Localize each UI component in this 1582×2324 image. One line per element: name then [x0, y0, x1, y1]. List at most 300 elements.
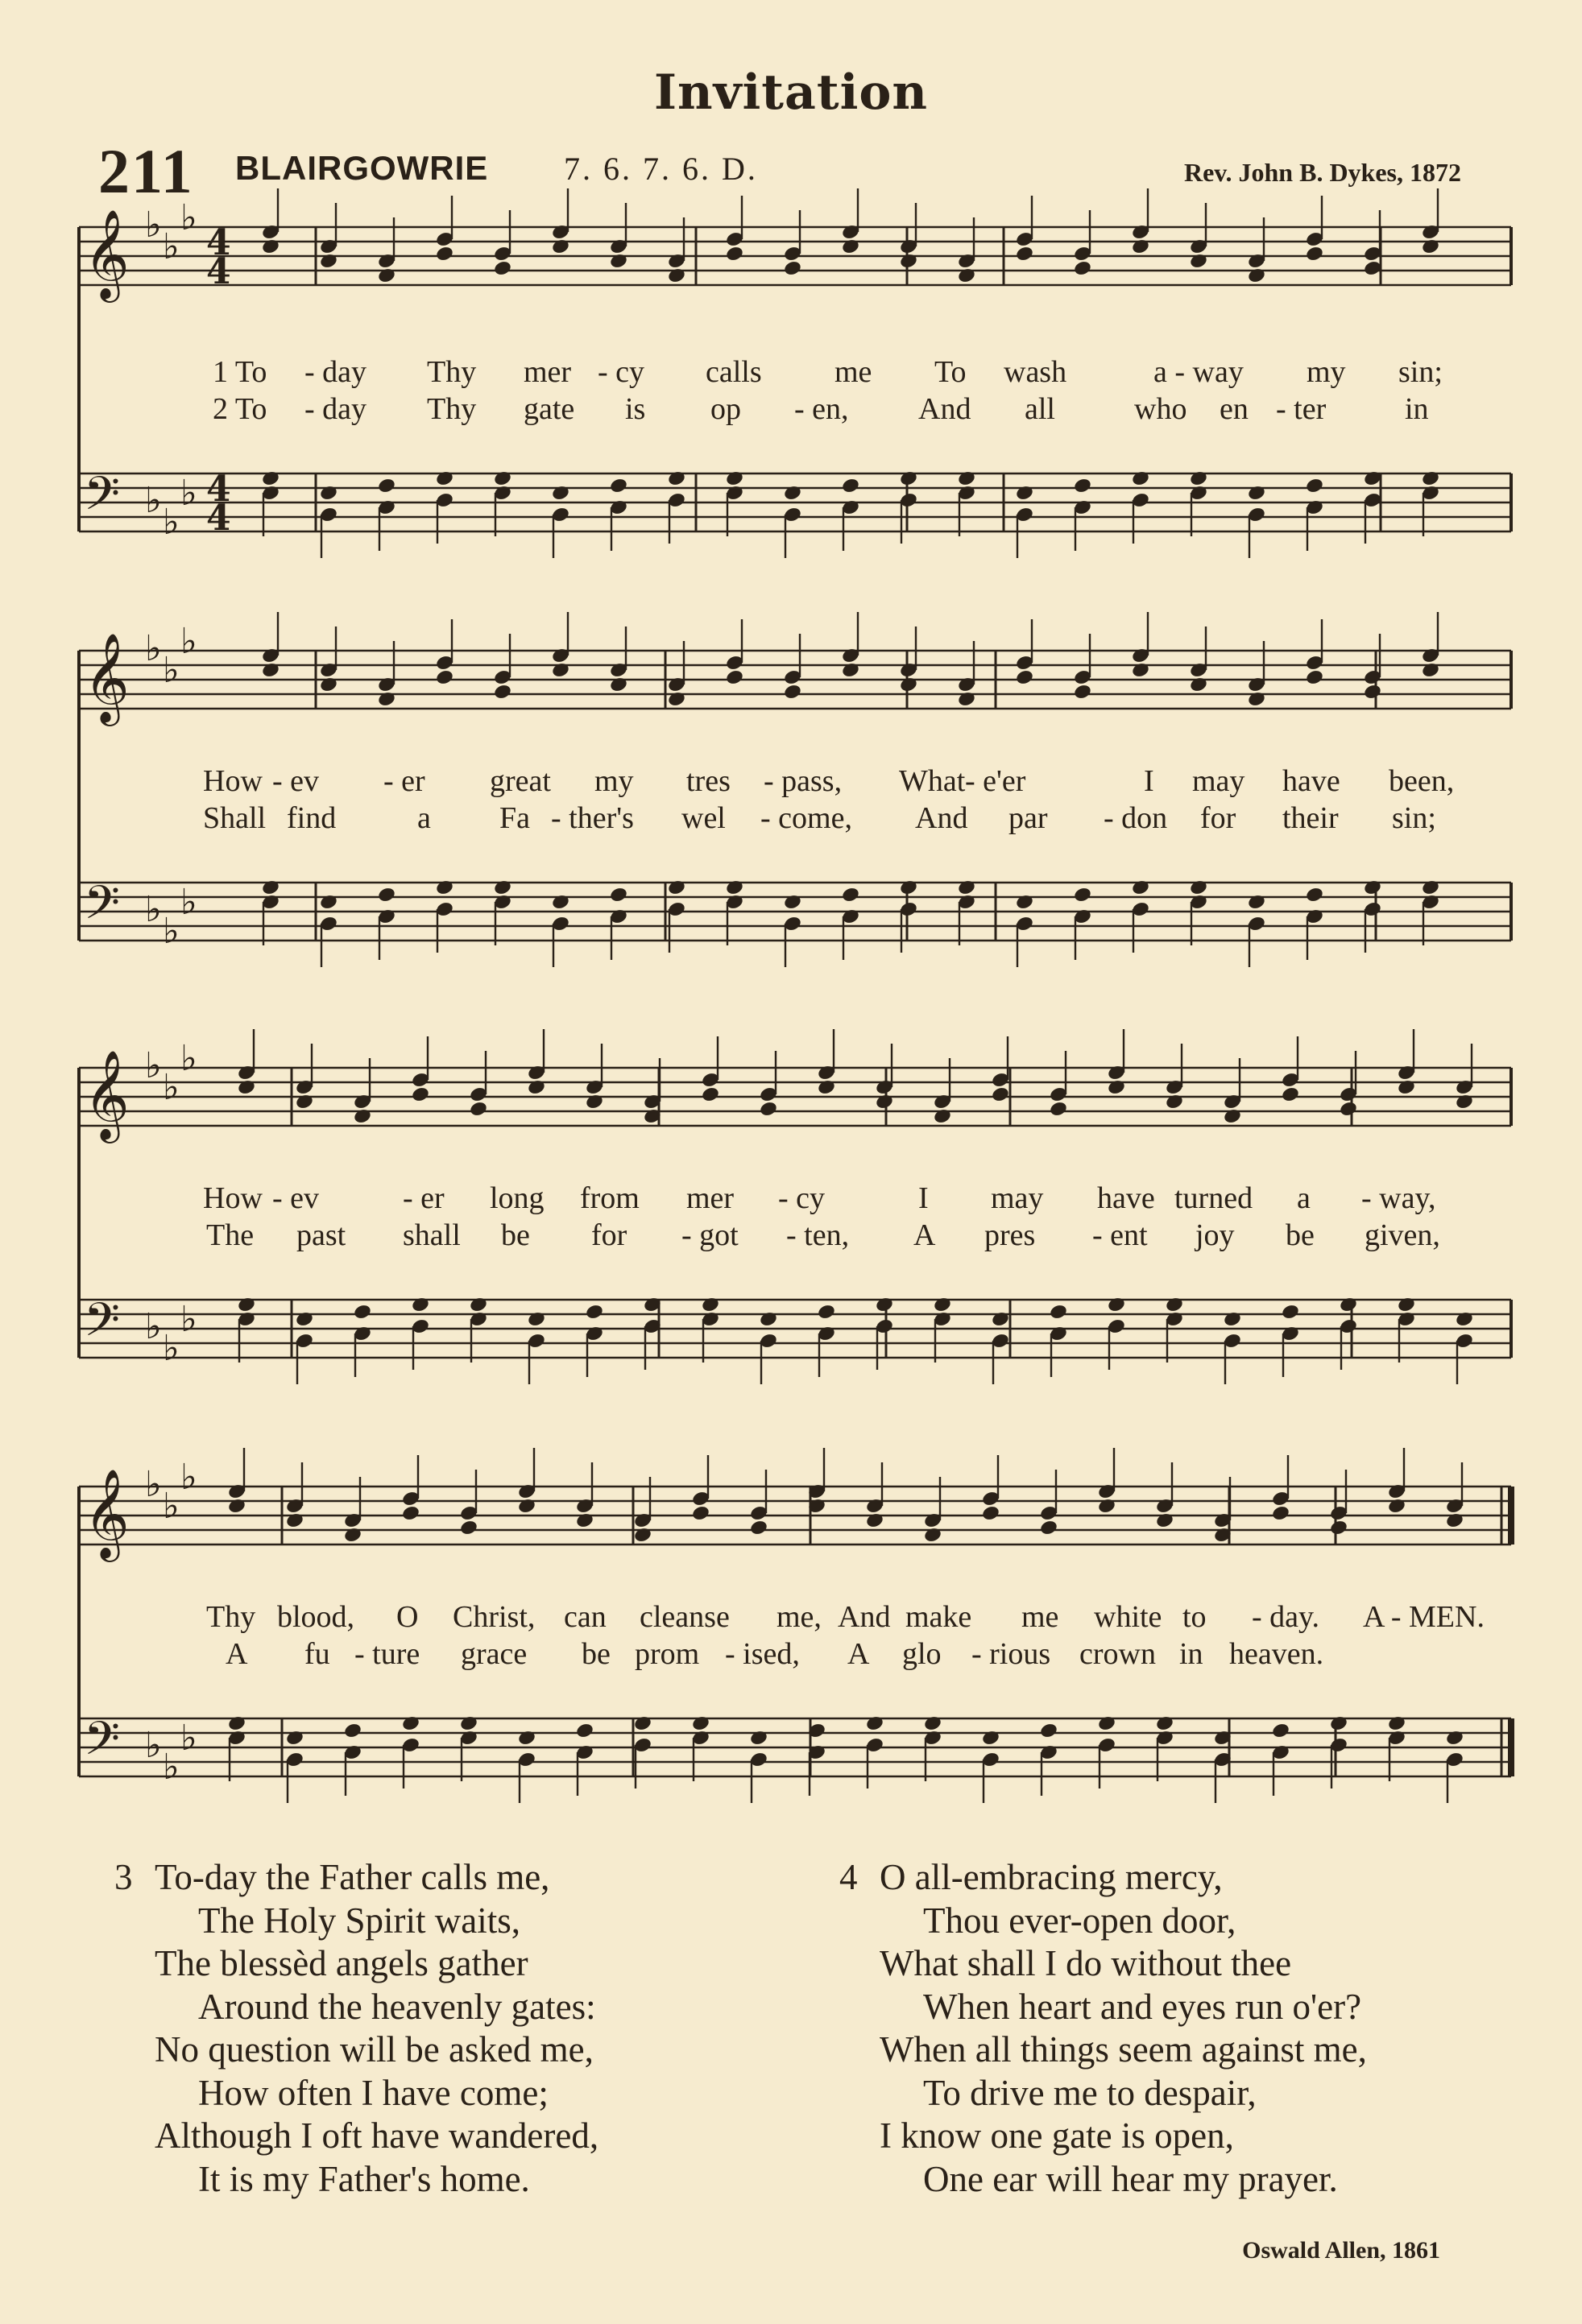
note-head: [261, 661, 280, 678]
lyric-syllable: Thy: [427, 392, 477, 426]
lyric-syllable: - got: [681, 1218, 739, 1252]
flat-sign-icon: ♭: [163, 1486, 180, 1527]
note-head: [1107, 1078, 1126, 1095]
lyric-syllable: - er: [383, 764, 425, 798]
lyric-line-system2-verse2: [0, 800, 1582, 836]
note-head: [1189, 879, 1208, 895]
note-head: [1339, 1296, 1358, 1313]
note-head: [1097, 1497, 1116, 1514]
note-head: [1271, 1722, 1290, 1739]
lyric-syllable: be: [501, 1218, 530, 1252]
note-head: [1421, 469, 1440, 486]
note-head: [319, 484, 338, 501]
note-head: [353, 1107, 372, 1124]
note-head: [411, 1296, 430, 1313]
lyric-syllable: pres: [984, 1218, 1036, 1252]
flat-sign-icon: ♭: [163, 1067, 180, 1108]
note-head: [1247, 267, 1266, 283]
lyric-syllable: to: [1182, 1600, 1207, 1634]
note-head: [783, 683, 802, 700]
note-head: [435, 469, 454, 486]
note-head: [435, 245, 454, 262]
lyric-syllable: - day: [304, 355, 367, 389]
note-head: [527, 1078, 546, 1095]
verse-line: I know one gate is open,: [880, 2115, 1234, 2156]
lyric-syllable: been,: [1389, 764, 1455, 798]
note-head: [319, 252, 338, 269]
lyric-syllable: a: [1297, 1181, 1311, 1215]
verse-line: What shall I do without thee: [880, 1943, 1292, 1983]
note-head: [1073, 259, 1092, 276]
lyric-line-system4-verse1: [0, 1599, 1582, 1635]
note-head: [841, 238, 860, 254]
note-head: [1015, 893, 1034, 910]
note-head: [957, 690, 976, 707]
lyric-syllable: gate: [524, 392, 575, 426]
note-head: [551, 893, 570, 910]
flat-sign-icon: ♭: [145, 889, 162, 930]
lyric-syllable: have: [1282, 764, 1340, 798]
lyric-syllable: me: [1021, 1600, 1059, 1634]
lyric-syllable: I: [1144, 764, 1154, 798]
treble-clef-icon: 𝄞: [84, 632, 130, 722]
note-head: [285, 1729, 304, 1746]
verse-line: It is my Father's home.: [198, 2158, 530, 2199]
lyric-syllable: 1 To: [213, 355, 267, 389]
lyric-syllable: - way,: [1361, 1181, 1436, 1215]
note-head: [865, 1511, 884, 1528]
note-head: [991, 1310, 1010, 1327]
note-head: [343, 1722, 362, 1739]
lyric-syllable: grace: [461, 1637, 528, 1671]
lyric-syllable: - ture: [354, 1637, 420, 1671]
note-head: [725, 245, 744, 262]
note-head: [1015, 484, 1034, 501]
note-head: [933, 1296, 952, 1313]
note-head: [817, 1303, 836, 1320]
composer: Rev. John B. Dykes, 1872: [1183, 158, 1461, 187]
note-head: [1387, 1497, 1406, 1514]
lyric-syllable: for: [591, 1218, 627, 1252]
note-head: [1189, 469, 1208, 486]
lyric-syllable: in: [1405, 392, 1429, 426]
note-head: [1421, 661, 1440, 678]
lyric-syllable: mer: [524, 355, 572, 389]
note-head: [609, 676, 628, 693]
lyric-syllable: I: [918, 1181, 929, 1215]
note-head: [667, 469, 686, 486]
note-head: [295, 1093, 314, 1110]
flat-sign-icon: ♭: [163, 911, 180, 952]
flat-sign-icon: ♭: [145, 628, 162, 669]
flat-sign-icon: ♭: [163, 1328, 180, 1369]
time-signature-top: 4: [206, 222, 231, 263]
bass-clef-icon: 𝄢: [84, 1292, 121, 1358]
note-head: [1363, 259, 1382, 276]
lyric-syllable: A - MEN.: [1363, 1600, 1485, 1634]
note-head: [551, 661, 570, 678]
lyric-syllable: sin;: [1392, 801, 1436, 835]
note-head: [575, 1511, 594, 1528]
lyric-syllable: - ev: [272, 1181, 320, 1215]
note-head: [493, 683, 512, 700]
verse-line: When all things seem against me,: [880, 2029, 1367, 2070]
note-head: [493, 259, 512, 276]
flat-sign-icon: ♭: [180, 621, 197, 662]
lyric-syllable: - pass,: [764, 764, 843, 798]
note-head: [1073, 886, 1092, 903]
note-head: [957, 267, 976, 283]
note-head: [701, 1085, 720, 1102]
note-head: [1131, 661, 1150, 678]
lyric-syllable: par: [1008, 801, 1048, 835]
lyric-syllable: Thy: [206, 1600, 256, 1634]
verse-line: One ear will hear my prayer.: [923, 2158, 1338, 2199]
note-head: [469, 1296, 488, 1313]
verse-line: No question will be asked me,: [155, 2029, 594, 2070]
lyric-syllable: calls: [706, 355, 762, 389]
time-signature-bottom: 4: [206, 251, 231, 292]
lyric-syllable: op: [710, 392, 741, 426]
note-head: [1131, 879, 1150, 895]
lyric-syllable: me,: [777, 1600, 822, 1634]
note-head: [1107, 1296, 1126, 1313]
note-head: [1445, 1511, 1464, 1528]
flat-sign-icon: ♭: [145, 1725, 162, 1766]
lyric-syllable: A: [226, 1637, 248, 1671]
lyric-syllable: wel: [681, 801, 726, 835]
lyric-syllable: - en,: [794, 392, 849, 426]
note-head: [957, 879, 976, 895]
lyric-syllable: can: [564, 1600, 607, 1634]
note-head: [1329, 1519, 1348, 1536]
lyric-syllable: fu: [304, 1637, 330, 1671]
note-head: [469, 1100, 488, 1117]
lyric-syllable: Shall: [203, 801, 267, 835]
lyric-syllable: may: [991, 1181, 1044, 1215]
note-head: [1189, 252, 1208, 269]
note-head: [435, 668, 454, 685]
note-head: [1387, 1714, 1406, 1731]
verse-line: To drive me to despair,: [923, 2072, 1257, 2113]
note-head: [237, 1296, 256, 1313]
lyric-syllable: - rious: [971, 1637, 1051, 1671]
note-head: [295, 1310, 314, 1327]
lyric-syllable: sin;: [1398, 355, 1443, 389]
lyric-syllable: be: [582, 1637, 611, 1671]
bass-clef-icon: 𝄢: [84, 1711, 121, 1777]
note-head: [1131, 238, 1150, 254]
flat-sign-icon: ♭: [163, 650, 180, 691]
lyric-line-system3-verse2: [0, 1218, 1582, 1253]
lyric-line-system4-verse2: [0, 1636, 1582, 1672]
note-head: [749, 1729, 768, 1746]
note-head: [261, 879, 280, 895]
lyric-syllable: tres: [686, 764, 731, 798]
note-head: [459, 1714, 478, 1731]
note-head: [517, 1497, 536, 1514]
lyric-syllable: - come,: [760, 801, 852, 835]
note-head: [1397, 1296, 1416, 1313]
time-signature-bottom: 4: [206, 498, 231, 539]
lyric-syllable: in: [1179, 1637, 1203, 1671]
note-head: [633, 1714, 652, 1731]
note-head: [435, 879, 454, 895]
lyric-syllable: And: [838, 1600, 891, 1634]
lyric-syllable: - cy: [778, 1181, 826, 1215]
note-head: [725, 668, 744, 685]
lyric-syllable: great: [490, 764, 551, 798]
note-head: [981, 1504, 1000, 1521]
lyric-syllable: - day: [304, 392, 367, 426]
lyric-syllable: past: [296, 1218, 346, 1252]
note-head: [261, 238, 280, 254]
note-head: [1363, 879, 1382, 895]
note-head: [875, 1093, 894, 1110]
lyric-syllable: long: [490, 1181, 545, 1215]
lyric-syllable: who: [1134, 392, 1187, 426]
note-head: [227, 1714, 246, 1731]
flat-sign-icon: ♭: [180, 1457, 197, 1498]
lyric-syllable: Fa: [499, 801, 530, 835]
lyric-syllable: is: [625, 392, 646, 426]
flat-sign-icon: ♭: [180, 1038, 197, 1079]
lyric-syllable: glo: [902, 1637, 942, 1671]
flat-sign-icon: ♭: [145, 205, 162, 246]
note-head: [841, 886, 860, 903]
note-head: [227, 1497, 246, 1514]
lyric-syllable: And: [918, 392, 971, 426]
note-head: [1155, 1714, 1174, 1731]
lyric-syllable: - don: [1104, 801, 1168, 835]
lyric-syllable: And: [915, 801, 968, 835]
note-head: [1039, 1519, 1058, 1536]
note-head: [749, 1519, 768, 1536]
flat-sign-icon: ♭: [180, 197, 197, 238]
text-author: Oswald Allen, 1861: [1242, 2237, 1440, 2264]
tune-name: BLAIRGOWRIE: [235, 149, 489, 187]
lyric-syllable: Christ,: [453, 1600, 536, 1634]
lyric-syllable: my: [1307, 355, 1346, 389]
verse-4: [839, 1856, 1367, 2201]
note-head: [841, 477, 860, 494]
note-head: [459, 1519, 478, 1536]
note-head: [585, 1093, 604, 1110]
note-head: [1015, 245, 1034, 262]
lyric-syllable: for: [1200, 801, 1236, 835]
lyric-syllable: white: [1094, 1600, 1162, 1634]
lyric-syllable: - ten,: [786, 1218, 850, 1252]
lyric-syllable: - ev: [272, 764, 320, 798]
note-head: [667, 690, 686, 707]
note-head: [691, 1714, 710, 1731]
lyric-syllable: blood,: [277, 1600, 355, 1634]
note-head: [1455, 1310, 1474, 1327]
note-head: [1165, 1093, 1184, 1110]
note-head: [377, 267, 396, 283]
lyric-syllable: may: [1192, 764, 1245, 798]
note-head: [1049, 1303, 1068, 1320]
note-head: [551, 484, 570, 501]
bass-clef-icon: 𝄢: [84, 466, 121, 532]
note-head: [875, 1296, 894, 1313]
note-head: [609, 477, 628, 494]
note-head: [957, 469, 976, 486]
note-head: [1073, 683, 1092, 700]
note-head: [691, 1504, 710, 1521]
lyric-line-system3-verse1: [0, 1181, 1582, 1216]
lyric-syllable: A: [913, 1218, 936, 1252]
verse-line: How often I have come;: [198, 2072, 549, 2113]
note-head: [377, 886, 396, 903]
note-head: [1305, 477, 1324, 494]
note-head: [1445, 1729, 1464, 1746]
lyric-syllable: make: [905, 1600, 972, 1634]
note-head: [1039, 1722, 1058, 1739]
note-head: [899, 676, 918, 693]
note-head: [319, 676, 338, 693]
lyric-syllable: wash: [1004, 355, 1067, 389]
lyric-syllable: shall: [403, 1218, 461, 1252]
note-head: [401, 1714, 420, 1731]
note-head: [493, 879, 512, 895]
meter: 7. 6. 7. 6. D.: [564, 151, 758, 187]
verse-line: The blessèd angels gather: [155, 1943, 528, 1983]
note-head: [759, 1310, 778, 1327]
note-head: [783, 893, 802, 910]
note-head: [527, 1310, 546, 1327]
note-head: [1247, 893, 1266, 910]
note-head: [1049, 1100, 1068, 1117]
lyric-syllable: a - way: [1153, 355, 1244, 389]
note-head: [1397, 1078, 1416, 1095]
flat-sign-icon: ♭: [180, 1718, 197, 1759]
note-head: [899, 252, 918, 269]
note-head: [817, 1078, 836, 1095]
note-head: [701, 1296, 720, 1313]
note-head: [1189, 676, 1208, 693]
lyric-syllable: 2 To: [213, 392, 267, 426]
flat-sign-icon: ♭: [163, 226, 180, 267]
note-head: [411, 1085, 430, 1102]
verse-line: Thou ever-open door,: [923, 1900, 1236, 1941]
verse-line: Although I oft have wandered,: [155, 2115, 599, 2156]
note-head: [1015, 668, 1034, 685]
flat-sign-icon: ♭: [163, 1747, 180, 1788]
note-head: [343, 1526, 362, 1543]
note-head: [585, 1303, 604, 1320]
lyric-syllable: prom: [635, 1637, 700, 1671]
lyric-syllable: - day.: [1252, 1600, 1320, 1634]
lyric-syllable: en: [1220, 392, 1249, 426]
note-head: [1223, 1310, 1242, 1327]
note-head: [783, 259, 802, 276]
lyric-syllable: - ther's: [551, 801, 634, 835]
note-head: [377, 690, 396, 707]
note-head: [923, 1714, 942, 1731]
note-head: [783, 484, 802, 501]
note-head: [981, 1729, 1000, 1746]
note-head: [1363, 469, 1382, 486]
note-head: [575, 1722, 594, 1739]
verse-number: 4: [839, 1857, 858, 1897]
lyric-syllable: heaven.: [1229, 1637, 1324, 1671]
lyric-syllable: How: [203, 764, 263, 798]
note-head: [319, 893, 338, 910]
time-signature-top: 4: [206, 469, 231, 510]
note-head: [1165, 1296, 1184, 1313]
note-head: [1455, 1093, 1474, 1110]
lyric-syllable: given,: [1365, 1218, 1440, 1252]
note-head: [401, 1504, 420, 1521]
lyric-syllable: my: [594, 764, 634, 798]
note-head: [1305, 245, 1324, 262]
note-head: [841, 661, 860, 678]
note-head: [1305, 886, 1324, 903]
lyric-syllable: a: [417, 801, 431, 835]
page-title: Invitation: [653, 64, 929, 121]
bass-clef-icon: 𝄢: [84, 875, 121, 941]
note-head: [1363, 683, 1382, 700]
note-head: [1247, 690, 1266, 707]
lyric-syllable: Thy: [427, 355, 477, 389]
lyric-syllable: How: [203, 1181, 263, 1215]
note-head: [1223, 1107, 1242, 1124]
lyric-syllable: their: [1282, 801, 1339, 835]
note-head: [1073, 477, 1092, 494]
treble-clef-icon: 𝄞: [84, 1049, 130, 1139]
note-head: [1421, 879, 1440, 895]
flat-sign-icon: ♭: [145, 1464, 162, 1505]
note-head: [667, 267, 686, 283]
lyric-line-system1-verse2: [0, 391, 1582, 427]
note-head: [1281, 1303, 1300, 1320]
flat-sign-icon: ♭: [145, 1306, 162, 1347]
flat-sign-icon: ♭: [180, 1299, 197, 1340]
lyric-syllable: cleanse: [640, 1600, 730, 1634]
lyric-syllable: joy: [1195, 1218, 1235, 1252]
note-head: [1329, 1714, 1348, 1731]
verse-line: To-day the Father calls me,: [155, 1857, 550, 1897]
lyric-syllable: have: [1097, 1181, 1155, 1215]
flat-sign-icon: ♭: [145, 1045, 162, 1086]
lyric-syllable: To: [934, 355, 967, 389]
flat-sign-icon: ♭: [145, 480, 162, 521]
note-head: [1421, 238, 1440, 254]
lyric-syllable: all: [1025, 392, 1055, 426]
note-head: [1281, 1085, 1300, 1102]
verse-line: The Holy Spirit waits,: [198, 1900, 520, 1941]
lyric-syllable: - ent: [1092, 1218, 1148, 1252]
note-head: [899, 469, 918, 486]
lyric-syllable: turned: [1174, 1181, 1253, 1215]
note-head: [899, 879, 918, 895]
note-head: [261, 469, 280, 486]
lyric-syllable: from: [580, 1181, 640, 1215]
treble-clef-icon: 𝄞: [84, 1468, 130, 1558]
note-head: [1155, 1511, 1174, 1528]
verse-line: Around the heavenly gates:: [198, 1986, 596, 2027]
lyric-syllable: - ter: [1276, 392, 1327, 426]
note-head: [991, 1085, 1010, 1102]
lyric-line-system2-verse1: [0, 763, 1582, 799]
verse-number: 3: [114, 1857, 133, 1897]
note-head: [633, 1526, 652, 1543]
hymn-number: 211: [98, 136, 194, 206]
flat-sign-icon: ♭: [163, 502, 180, 543]
lyric-syllable: crown: [1079, 1637, 1156, 1671]
note-head: [551, 238, 570, 254]
